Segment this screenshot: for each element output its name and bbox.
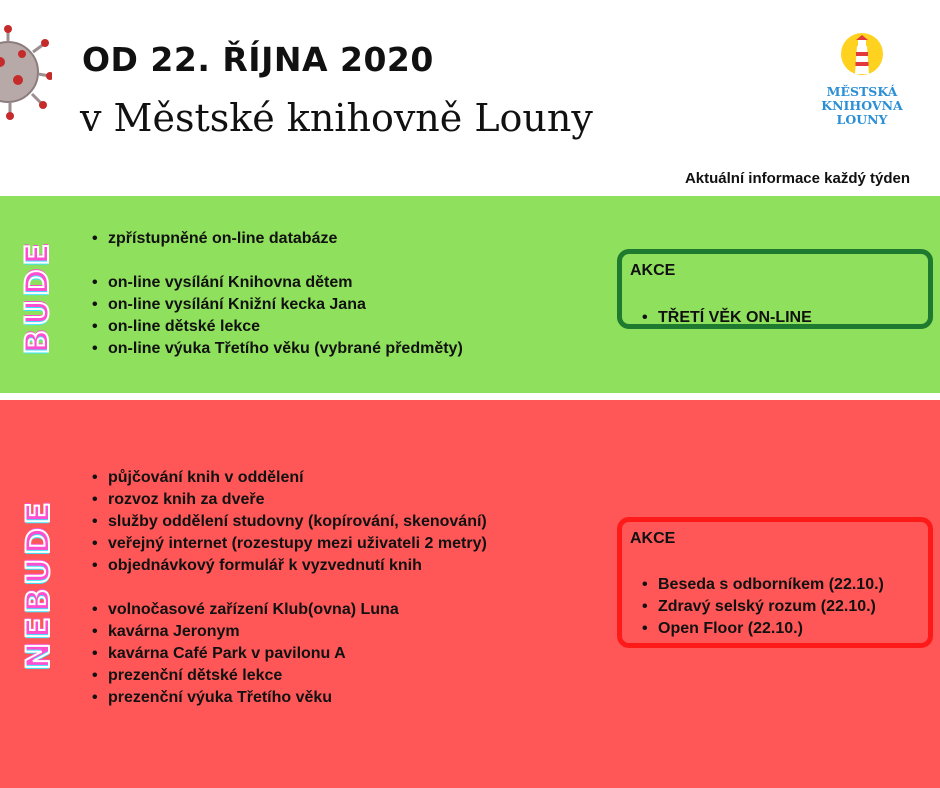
logo-line-3: LOUNY	[836, 112, 888, 127]
nebude-label: NEBUDE	[19, 498, 57, 670]
akce-item: • Zdravý selský rozum (22.10.)	[640, 596, 884, 618]
akce-item: • Open Floor (22.10.)	[640, 618, 884, 640]
list-item: • volnočasové zařízení Klub(ovna) Luna	[90, 599, 487, 621]
list-item: • prezenční dětské lekce	[90, 665, 487, 687]
lighthouse-icon	[840, 32, 884, 78]
bude-list	[90, 228, 463, 360]
nebude-akce-box	[617, 517, 933, 648]
library-logo	[812, 32, 912, 132]
list-item: • služby oddělení studovny (kopírování, skenování)	[90, 511, 487, 533]
list-item: • objednávkový formulář k vyzvednutí knih	[90, 555, 487, 577]
page-subtitle: v Městské knihovně Louny	[80, 96, 593, 140]
list-item: • kavárna Jeronym	[90, 621, 487, 643]
list-item: • zpřístupněné on-line databáze	[90, 228, 463, 250]
akce-list	[640, 307, 812, 329]
logo-line-2: KNIHOVNA	[821, 98, 903, 113]
akce-list	[640, 574, 884, 640]
akce-item: • Beseda s odborníkem (22.10.)	[640, 574, 884, 596]
list-item: • on-line výuka Třetího věku (vybrané předměty)	[90, 338, 463, 360]
list-item: • prezenční výuka Třetího věku	[90, 687, 487, 709]
akce-item: • TŘETÍ VĚK ON-LINE	[640, 307, 812, 329]
list-item: • půjčování knih v oddělení	[90, 467, 487, 489]
akce-title: AKCE	[630, 262, 676, 279]
list-item: • kavárna Café Park v pavilonu A	[90, 643, 487, 665]
nebude-list	[90, 467, 487, 709]
logo-line-1: MĚSTSKÁ	[826, 84, 898, 99]
akce-title: AKCE	[630, 530, 676, 547]
bude-akce-box	[617, 249, 933, 329]
coronavirus-icon	[0, 22, 52, 122]
bude-label: BUDE	[18, 239, 56, 355]
list-item: • on-line vysílání Knižní kecka Jana	[90, 294, 463, 316]
list-item: • on-line vysílání Knihovna dětem	[90, 272, 463, 294]
list-item: • rozvoz knih za dveře	[90, 489, 487, 511]
list-item: • on-line dětské lekce	[90, 316, 463, 338]
page-title: OD 22. ŘÍJNA 2020	[82, 40, 434, 79]
list-item: • veřejný internet (rozestupy mezi uživateli 2 metry)	[90, 533, 487, 555]
info-note: Aktuální informace každý týden	[684, 170, 910, 187]
